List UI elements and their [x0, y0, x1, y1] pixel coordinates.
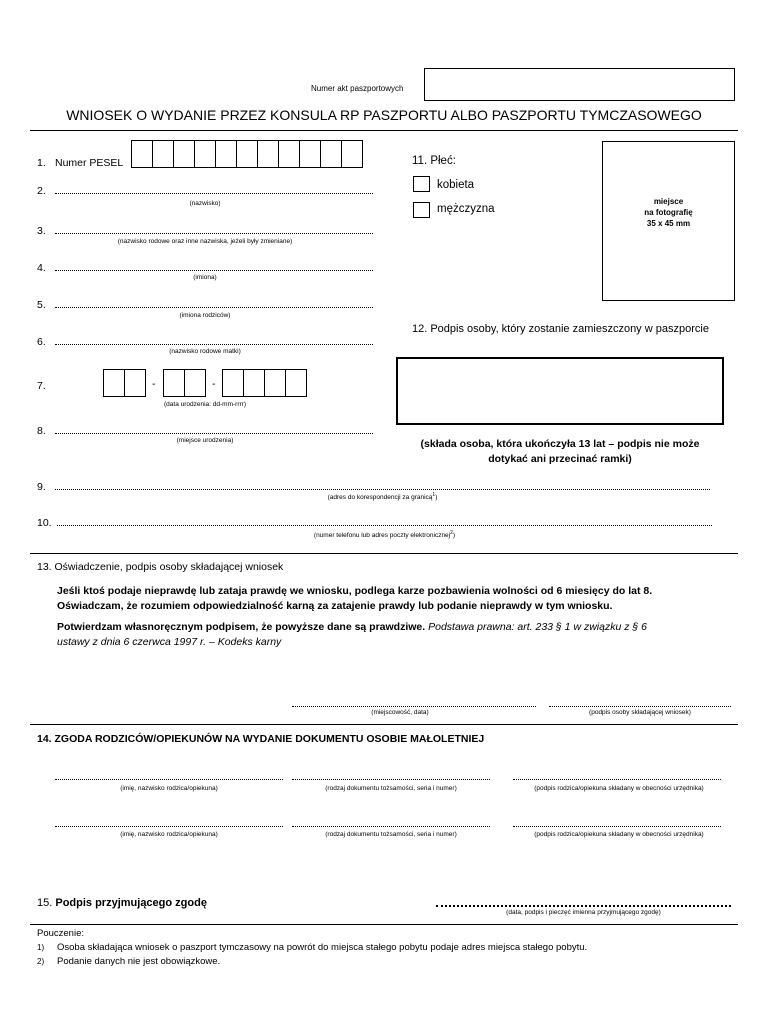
- divider: [30, 553, 738, 554]
- applicant-signature-caption: (podpis osoby składającej wniosek): [589, 709, 691, 716]
- instruction-item: [37, 942, 587, 953]
- field-number: 5.: [37, 299, 46, 311]
- applicant-signature-field[interactable]: [549, 706, 731, 707]
- mother-maiden-name-field[interactable]: [55, 344, 373, 345]
- field-number: 3.: [37, 225, 46, 237]
- parent-name-caption: (imię, nazwisko rodzica/opiekuna): [120, 831, 218, 838]
- confirmation-text: Potwierdzam własnoręcznym podpisem, że powyższe dane są prawdziwe.: [57, 621, 426, 633]
- parent-name-field[interactable]: [55, 826, 283, 827]
- declaration-line: Jeśli ktoś podaje nieprawdę lub zataja prawdę we wniosku, podlega karze pozbawienia wolności od 6 miesięcy do lat 8.: [57, 585, 653, 597]
- acceptance-caption: (data, podpis i pieczęć imienna przyjmującego zgodę): [506, 909, 661, 916]
- birth-date-caption: (data urodzenia: dd-mm-rrrr): [164, 401, 246, 408]
- parent-document-caption: (rodzaj dokumentu tożsamości, seria i numer): [325, 831, 457, 838]
- acceptance-label: 15. Podpis przyjmującego zgodę: [37, 897, 207, 909]
- parents-names-caption: (imiona rodziców): [179, 312, 231, 319]
- date-separator: -: [152, 378, 156, 390]
- passport-act-label: Numer akt paszportowych: [311, 84, 404, 93]
- signature-note: [396, 437, 724, 467]
- acceptance-signature-field[interactable]: [436, 905, 731, 907]
- female-checkbox[interactable]: [413, 176, 430, 192]
- correspondence-address-caption: (adres do korespondencji za granicą$^1$): [327, 492, 438, 502]
- parent-signature-caption: (podpis rodzica/opiekuna składany w obecności urzędnika): [534, 831, 704, 838]
- given-names-caption: (imiona): [193, 274, 217, 281]
- phone-email-caption: (numer telefonu lub adres poczty elektronicznej$^2$): [313, 530, 456, 540]
- parent-document-field[interactable]: [292, 779, 490, 780]
- birth-place-field[interactable]: [55, 433, 373, 434]
- parent-name-caption: (imię, nazwisko rodzica/opiekuna): [120, 785, 218, 792]
- divider: [30, 924, 738, 925]
- place-date-field[interactable]: [292, 706, 536, 707]
- declaration-line: Oświadczam, że rozumiem odpowiedzialność karną za zatajenie prawdy lub podanie nieprawdy w tym wniosku.: [57, 600, 613, 612]
- birth-month-input[interactable]: [163, 369, 205, 397]
- field-number: 7.: [37, 380, 46, 392]
- parent-document-caption: (rodzaj dokumentu tożsamości, seria i numer): [325, 785, 457, 792]
- place-date-caption: (miejscowość, data): [371, 709, 429, 716]
- parent-document-field[interactable]: [292, 826, 490, 827]
- instruction-number: 1): [37, 943, 45, 952]
- photo-text-line: miejsce: [653, 197, 684, 206]
- gender-label: 11. Płeć:: [412, 155, 456, 167]
- form-title: WNIOSEK O WYDANIE PRZEZ KONSULA RP PASZPORTU ALBO PASZPORTU TYMCZASOWEGO: [66, 107, 702, 123]
- surname-caption: (nazwisko): [189, 200, 221, 207]
- instruction-number: 2): [37, 957, 45, 966]
- pesel-input-grid[interactable]: [131, 140, 362, 168]
- maiden-name-caption: (nazwisko rodowe oraz inne nazwiska, jeżeli były zmieniane): [117, 238, 293, 245]
- parent-signature-field[interactable]: [513, 779, 721, 780]
- mother-maiden-name-caption: (nazwisko rodowe matki): [169, 348, 241, 355]
- field-number: 4.: [37, 262, 46, 274]
- photo-text-line: 35 x 45 mm: [646, 219, 691, 228]
- field-number: 9.: [37, 481, 46, 493]
- passport-act-number-field[interactable]: [424, 68, 735, 101]
- legal-basis-text: ustawy z dnia 6 czerwca 1997 r. – Kodeks karny: [57, 636, 282, 648]
- phone-email-field[interactable]: [57, 525, 712, 526]
- divider: [30, 724, 738, 725]
- male-label: mężczyzna: [437, 203, 495, 215]
- maiden-name-field[interactable]: [55, 233, 373, 234]
- declaration-warning: [57, 584, 652, 614]
- field-number: 1.: [37, 157, 46, 169]
- parent-signature-field[interactable]: [513, 826, 721, 827]
- field-number: 8.: [37, 425, 46, 437]
- signature-note-line: dotykać ani przecinać ramki): [488, 453, 632, 465]
- parent-signature-caption: (podpis rodzica/opiekuna składany w obecności urzędnika): [534, 785, 704, 792]
- signature-box[interactable]: [396, 357, 724, 425]
- parents-names-field[interactable]: [55, 307, 373, 308]
- birth-year-input[interactable]: [222, 369, 306, 397]
- declaration-confirmation: [57, 620, 647, 650]
- given-names-field[interactable]: [55, 270, 373, 271]
- instruction-text: Osoba składająca wniosek o paszport tymczasowy na powrót do miejsca stałego pobytu podaje adres miejsca stałego pobytu.: [57, 942, 588, 953]
- instruction-text: Podanie danych nie jest obowiązkowe.: [57, 956, 221, 967]
- field-number: 10.: [37, 517, 52, 529]
- signature-label: 12. Podpis osoby, który zostanie zamieszczony w paszporcie: [412, 323, 709, 335]
- declaration-heading: 13. Oświadczenie, podpis osoby składającej wniosek: [37, 561, 284, 573]
- birth-day-input[interactable]: [103, 369, 145, 397]
- instructions-heading: Pouczenie:: [37, 928, 85, 939]
- female-label: kobieta: [437, 179, 475, 191]
- pesel-label: Numer PESEL: [55, 157, 124, 169]
- divider: [30, 130, 738, 131]
- surname-field[interactable]: [55, 193, 373, 194]
- date-separator: -: [212, 378, 216, 390]
- field-number: 2.: [37, 185, 46, 197]
- field-number: 6.: [37, 336, 46, 348]
- legal-basis-text: Podstawa prawna: art. 233 § 1 w związku z § 6: [425, 621, 647, 633]
- consent-heading: 14. ZGODA RODZICÓW/OPIEKUNÓW NA WYDANIE DOKUMENTU OSOBIE MAŁOLETNIEJ: [37, 733, 485, 745]
- photo-placeholder: [602, 141, 735, 301]
- birth-place-caption: (miejsce urodzenia): [176, 437, 234, 444]
- correspondence-address-field[interactable]: [55, 489, 710, 490]
- instruction-item: [37, 956, 220, 967]
- parent-name-field[interactable]: [55, 779, 283, 780]
- photo-text-line: na fotografię: [644, 208, 693, 217]
- male-checkbox[interactable]: [413, 202, 430, 218]
- signature-note-line: (składa osoba, która ukończyła 13 lat – podpis nie może: [420, 438, 700, 450]
